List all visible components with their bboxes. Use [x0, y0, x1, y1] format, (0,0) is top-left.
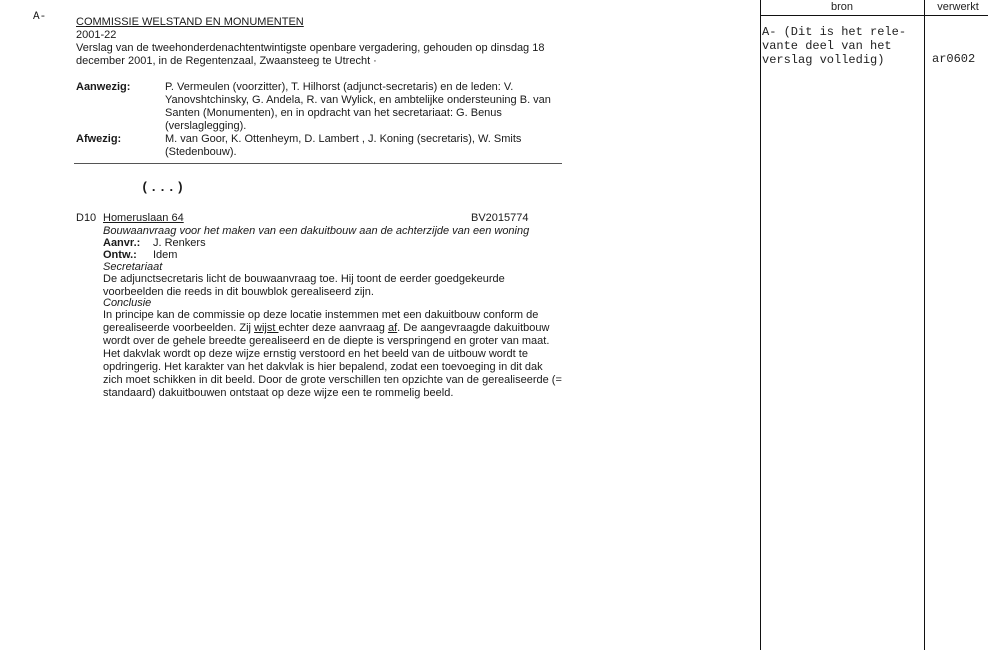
item-code: D10 [76, 212, 97, 224]
meeting-intro: Verslag van de tweehonderdenachtentwintigste openbare vergadering, gehouden op dinsdag 18 december 2001, in de Regentenzaal, Zwaansteeg te Utrecht · [76, 42, 545, 67]
omission-marker: (...) [141, 180, 186, 195]
column-header-bron: bron [830, 1, 854, 13]
document-title: COMMISSIE WELSTAND EN MONUMENTEN [76, 16, 304, 28]
conclusion-underlined-af: af [387, 322, 398, 334]
table-header-rule [760, 15, 988, 16]
conclusion-part-2: echter deze aanvraag [278, 322, 388, 334]
item-address: Homeruslaan 64 [103, 212, 184, 224]
table-border-middle [924, 0, 925, 650]
absent-label: Afwezig: [76, 133, 122, 145]
applicant-value: J. Renkers [153, 237, 206, 249]
processed-code: ar0602 [932, 52, 976, 66]
conclusion-part-1: In principe kan de commissie op deze locatie instemmen met een dakuitbouw conform de gerealiseerde voorbeelden. Zij [103, 309, 539, 334]
margin-mark: A- [33, 11, 47, 23]
source-note: A- (Dit is het rele- vante deel van het verslag volledig) [762, 25, 907, 67]
conclusion-text [103, 309, 563, 400]
section-divider [74, 163, 562, 164]
conclusion-part-3: . De aangevraagde dakuitbouw wordt over de gehele breedte gerealiseerd en de diepte is verspringend en groter van maat. Het dakvlak wordt op deze wijze ernstig verstoord en het beeld van de uitbouw wordt te opdringerig. Het karakter van het dakvlak is hier bepalend, zodat een toevoeging in dit dak zich moet schikken in dit beeld. Door de grote verschillen ten opzichte van de gerealiseerde (= standaard) dakuitbouwen ontstaat op deze wijze een te rommelig beeld. [103, 322, 562, 399]
item-subject: Bouwaanvraag voor het maken van een dakuitbouw aan de achterzijde van een woning [103, 225, 530, 237]
conclusion-heading: Conclusie [103, 297, 152, 309]
table-border-left [760, 0, 761, 650]
designer-value: Idem [153, 249, 178, 261]
absent-list: M. van Goor, K. Ottenheym, D. Lambert , J. Koning (secretaris), W. Smits (Stedenbouw). [165, 133, 522, 158]
conclusion-underlined-wijst: wijst [254, 322, 279, 334]
applicant-label: Aanvr.: [103, 237, 141, 249]
column-header-verwerkt: verwerkt [937, 1, 979, 13]
secretariat-heading: Secretariaat [103, 261, 163, 273]
meeting-number: 2001-22 [76, 29, 117, 41]
present-list: P. Vermeulen (voorzitter), T. Hilhorst (adjunct-secretaris) en de leden: V. Yanovshtchinsky, G. Andela, R. van Wylick, en ambtelijke ondersteuning B. van Santen (Monumenten), en in opdracht van het secretariaat: G. Benus (verslaglegging). [165, 81, 551, 132]
item-reference: BV2015774 [471, 212, 529, 224]
designer-label: Ontw.: [103, 249, 137, 261]
secretariat-text: De adjunctsecretaris licht de bouwaanvraag toe. Hij toont de eerder goedgekeurde voorbeelden die reeds in dit bouwblok gerealiseerd zijn. [103, 273, 505, 298]
present-label: Aanwezig: [76, 81, 131, 93]
